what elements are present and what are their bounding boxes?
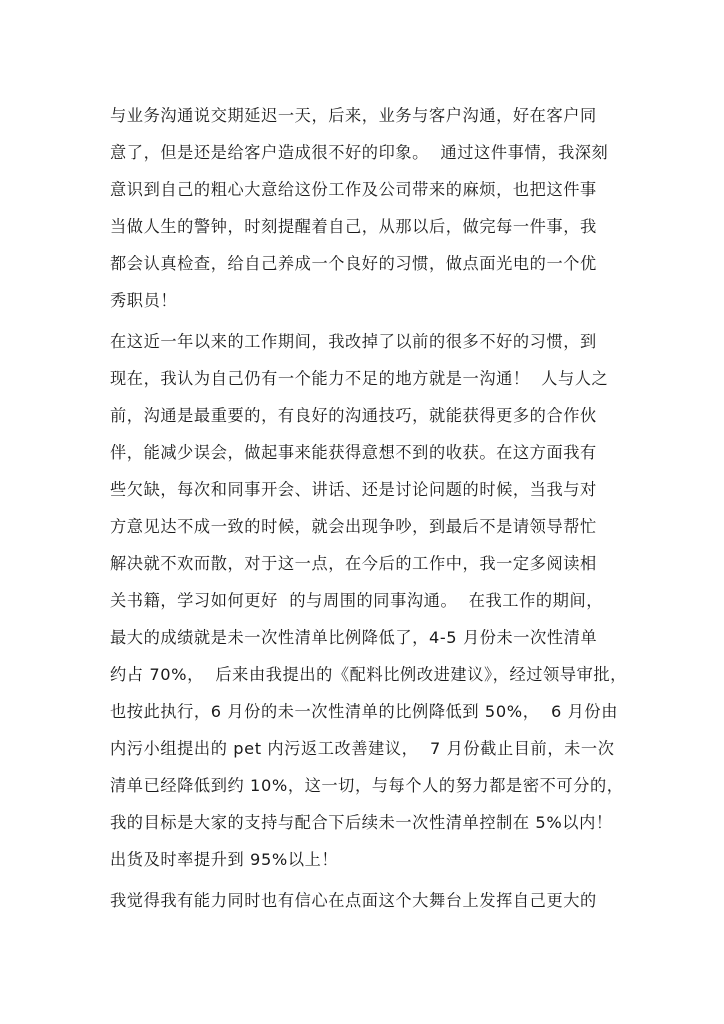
text-line: 约占 70%， 后来由我提出的《配料比例改进建议》，经过领导审批， [110, 665, 627, 684]
text-line: 意了，但是还是给客户造成很不好的印象。 通过这件事情，我深刻 [110, 143, 609, 162]
text-line: 关书籍，学习如何更好 的与周围的同事沟通。 在我工作的期间， [110, 591, 604, 610]
text-line: 清单已经降低到约 10%，这一切，与每个人的努力都是密不可分的， [110, 776, 624, 795]
text-line: 意识到自己的粗心大意给这份工作及公司带来的麻烦，也把这件事 [110, 180, 597, 199]
text-line: 出货及时率提升到 95%以上！ [110, 850, 339, 869]
text-line: 些欠缺，每次和同事开会、讲话、还是讨论问题的时候，当我与对 [110, 480, 597, 499]
text-line: 当做人生的警钟，时刻提醒着自己，从那以后，做完每一件事，我 [110, 217, 597, 236]
text-line: 前，沟通是最重要的，有良好的沟通技巧，就能获得更多的合作伙 [110, 406, 597, 425]
text-line: 我的目标是大家的支持与配合下后续未一次性清单控制在 5%以内！ [110, 813, 613, 832]
text-line: 最大的成绩就是未一次性清单比例降低了，4-5 月份未一次性清单 [110, 628, 598, 647]
text-line: 方意见达不成一致的时候，就会出现争吵，到最后不是请领导帮忙 [110, 517, 597, 536]
text-line: 我觉得我有能力同时也有信心在点面这个大舞台上发挥自己更大的 [110, 891, 597, 910]
text-line: 内污小组提出的 pet 内污返工改善建议， 7 月份截止目前，未一次 [110, 739, 615, 758]
text-line: 秀职员！ [110, 291, 178, 310]
text-line: 与业务沟通说交期延迟一天，后来，业务与客户沟通，好在客户同 [110, 106, 597, 125]
text-line: 在这近一年以来的工作期间，我改掉了以前的很多不好的习惯，到 [110, 332, 597, 351]
text-line: 都会认真检查，给自己养成一个良好的习惯，做点面光电的一个优 [110, 254, 597, 273]
text-line: 伴，能减少误会，做起事来能获得意想不到的收获。在这方面我有 [110, 443, 597, 462]
text-line: 现在，我认为自己仍有一个能力不足的地方就是一沟通！ 人与人之 [110, 369, 609, 388]
text-line: 也按此执行，6 月份的未一次性清单的比例降低到 50%， 6 月份由 [110, 702, 618, 721]
text-line: 解决就不欢而散，对于这一点，在今后的工作中，我一定多阅读相 [110, 554, 597, 573]
